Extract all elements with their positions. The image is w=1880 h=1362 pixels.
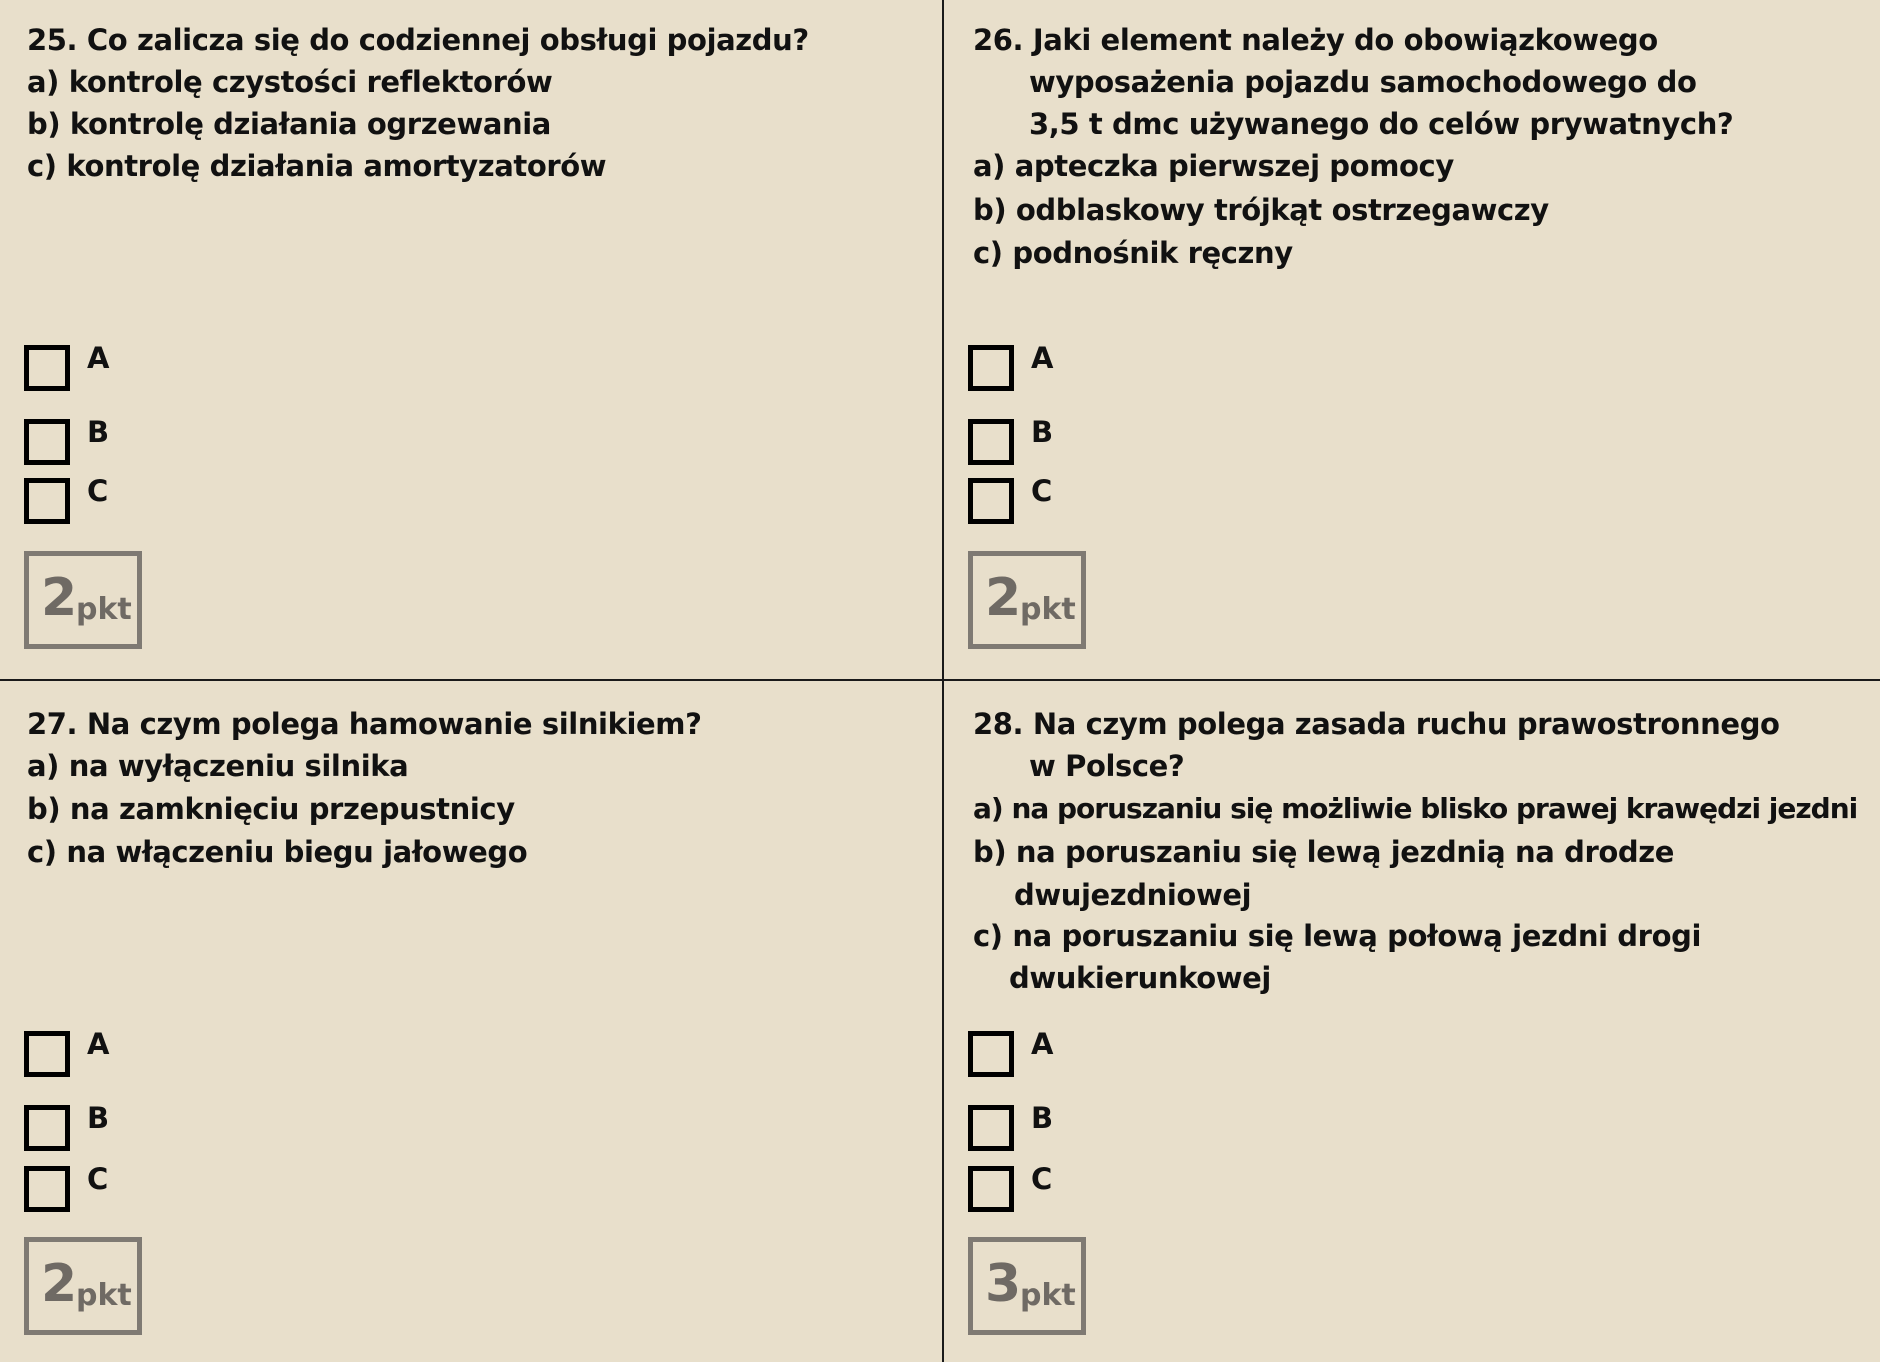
question-27-panel bbox=[0, 681, 942, 1361]
question-28-answer-c: c) na poruszaniu się lewą połową jezdni drogi bbox=[973, 919, 1701, 953]
checkbox-c[interactable] bbox=[24, 478, 70, 524]
question-25-points-badge bbox=[24, 551, 142, 649]
option-label-b: B bbox=[87, 415, 110, 449]
question-28-panel bbox=[944, 681, 1880, 1361]
checkbox-a[interactable] bbox=[968, 1031, 1014, 1077]
checkbox-a[interactable] bbox=[24, 345, 70, 391]
question-28-points-badge bbox=[968, 1237, 1086, 1335]
question-27-points-badge bbox=[24, 1237, 142, 1335]
question-27-answer-a: a) na wyłączeniu silnika bbox=[27, 749, 409, 783]
points-value: 2 bbox=[41, 1254, 78, 1314]
checkbox-b[interactable] bbox=[24, 419, 70, 465]
points-unit: pkt bbox=[1020, 592, 1076, 627]
checkbox-a[interactable] bbox=[24, 1031, 70, 1077]
option-label-a: A bbox=[1031, 1027, 1054, 1061]
option-label-c: C bbox=[87, 1162, 109, 1196]
question-25-title: 25. Co zalicza się do codziennej obsługi pojazdu? bbox=[27, 23, 809, 57]
question-26-answer-a: a) apteczka pierwszej pomocy bbox=[973, 149, 1454, 183]
question-27-answer-b: b) na zamknięciu przepustnicy bbox=[27, 792, 515, 826]
option-label-b: B bbox=[1031, 415, 1054, 449]
points-value: 2 bbox=[41, 568, 78, 628]
points-value: 3 bbox=[985, 1254, 1022, 1314]
question-25-answer-a: a) kontrolę czystości reflektorów bbox=[27, 65, 553, 99]
question-26-answer-b: b) odblaskowy trójkąt ostrzegawczy bbox=[973, 193, 1549, 227]
option-label-c: C bbox=[1031, 474, 1053, 508]
question-26-title-cont-1: wyposażenia pojazdu samochodowego do bbox=[1029, 65, 1697, 99]
question-25-panel bbox=[0, 0, 942, 680]
checkbox-b[interactable] bbox=[968, 1105, 1014, 1151]
question-28-answer-b: b) na poruszaniu się lewą jezdnią na drodze bbox=[973, 835, 1675, 869]
points-unit: pkt bbox=[76, 1278, 132, 1313]
checkbox-b[interactable] bbox=[24, 1105, 70, 1151]
question-27-answer-c: c) na włączeniu biegu jałowego bbox=[27, 835, 528, 869]
option-label-c: C bbox=[87, 474, 109, 508]
points-value: 2 bbox=[985, 568, 1022, 628]
checkbox-c[interactable] bbox=[24, 1166, 70, 1212]
question-25-answer-c: c) kontrolę działania amortyzatorów bbox=[27, 149, 607, 183]
question-26-answer-c: c) podnośnik ręczny bbox=[973, 236, 1293, 270]
checkbox-c[interactable] bbox=[968, 478, 1014, 524]
option-label-a: A bbox=[1031, 341, 1054, 375]
option-label-a: A bbox=[87, 341, 110, 375]
question-28-answer-c-cont: dwukierunkowej bbox=[1009, 961, 1271, 995]
option-label-b: B bbox=[1031, 1101, 1054, 1135]
points-unit: pkt bbox=[1020, 1278, 1076, 1313]
question-26-title: 26. Jaki element należy do obowiązkowego bbox=[973, 23, 1658, 57]
points-unit: pkt bbox=[76, 592, 132, 627]
question-28-title: 28. Na czym polega zasada ruchu prawostronnego bbox=[973, 707, 1780, 741]
question-28-answer-b-cont: dwujezdniowej bbox=[1014, 878, 1252, 912]
option-label-a: A bbox=[87, 1027, 110, 1061]
checkbox-a[interactable] bbox=[968, 345, 1014, 391]
question-28-title-cont: w Polsce? bbox=[1029, 749, 1185, 783]
question-26-points-badge bbox=[968, 551, 1086, 649]
question-26-title-cont-2: 3,5 t dmc używanego do celów prywatnych? bbox=[1029, 107, 1734, 141]
checkbox-b[interactable] bbox=[968, 419, 1014, 465]
question-28-answer-a: a) na poruszaniu się możliwie blisko prawej krawędzi jezdni bbox=[973, 792, 1858, 825]
question-25-answer-b: b) kontrolę działania ogrzewania bbox=[27, 107, 551, 141]
checkbox-c[interactable] bbox=[968, 1166, 1014, 1212]
question-27-title: 27. Na czym polega hamowanie silnikiem? bbox=[27, 707, 702, 741]
option-label-b: B bbox=[87, 1101, 110, 1135]
option-label-c: C bbox=[1031, 1162, 1053, 1196]
question-26-panel bbox=[944, 0, 1880, 680]
